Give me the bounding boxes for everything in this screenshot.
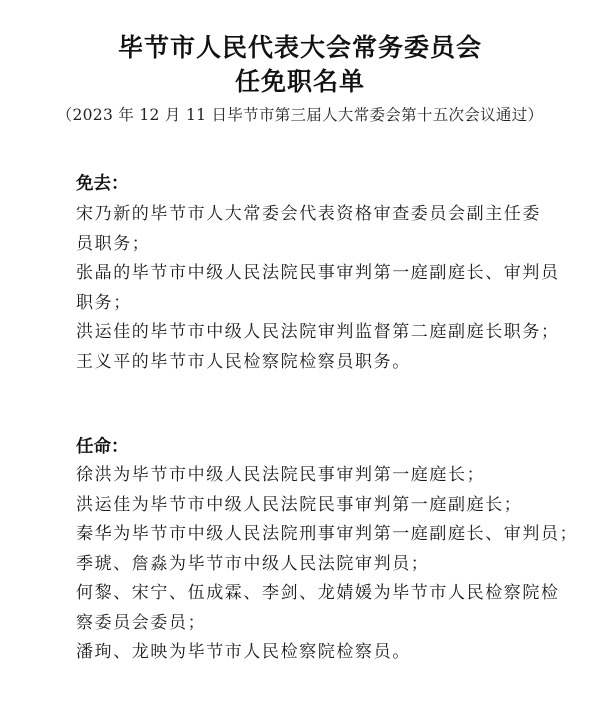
appointment-item-line: 徐洪为毕节市中级人民法院民事审判第一庭庭长； xyxy=(76,465,486,485)
dismissal-item xyxy=(76,348,566,378)
dismissal-item-line: 员职务； xyxy=(76,233,151,254)
dismissal-list xyxy=(76,200,566,377)
dismissal-item-line: 职务； xyxy=(76,292,132,313)
appointment-item xyxy=(76,520,579,550)
appointment-item-line: 季琥、詹淼为毕节市中级人民法院审判员； xyxy=(76,553,430,574)
document-subtitle: （2023 年 12 月 11 日毕节市第三届人大常委会第十五次会议通过） xyxy=(56,106,544,124)
appointment-item-line: 察委员会委员； xyxy=(76,612,207,633)
dismissal-heading: 免去： xyxy=(76,174,129,194)
dismissal-item-line: 张晶的毕节市中级人民法院民事审判第一庭副庭长、审判员 xyxy=(76,263,560,283)
appointment-item xyxy=(76,461,566,491)
dismissal-item-line: 宋乃新的毕节市人大常委会代表资格审查委员会副主任委 xyxy=(76,204,541,224)
appointment-item xyxy=(76,638,566,668)
appointment-item xyxy=(76,491,566,521)
document-title: 毕节市人民代表大会常务委员会 xyxy=(117,33,482,62)
dismissal-item-line: 王义平的毕节市人民检察院检察员职务。 xyxy=(76,351,411,372)
dismissal-item-line: 洪运佳的毕节市中级人民法院审判监督第二庭副庭长职务； xyxy=(76,322,560,342)
appointment-item-line: 何黎、宋宁、伍成霖、李剑、龙婧媛为毕节市人民检察院检 xyxy=(76,583,560,603)
appointment-item xyxy=(76,579,566,638)
appointment-list xyxy=(76,461,579,668)
appointment-item-line: 潘珣、龙映为毕节市人民检察院检察员。 xyxy=(76,642,411,662)
appointment-heading: 任命： xyxy=(76,437,129,457)
appointment-item-line: 洪运佳为毕节市中级人民法院民事审判第一庭副庭长； xyxy=(76,494,523,515)
appointment-item xyxy=(76,550,566,580)
dismissal-item xyxy=(76,318,566,348)
appointment-item-line: 秦华为毕节市中级人民法院刑事审判第一庭副庭长、审判员； xyxy=(76,524,579,544)
dismissal-item xyxy=(76,259,566,318)
document-title-line2: 任免职名单 xyxy=(234,67,365,96)
dismissal-item xyxy=(76,200,566,259)
